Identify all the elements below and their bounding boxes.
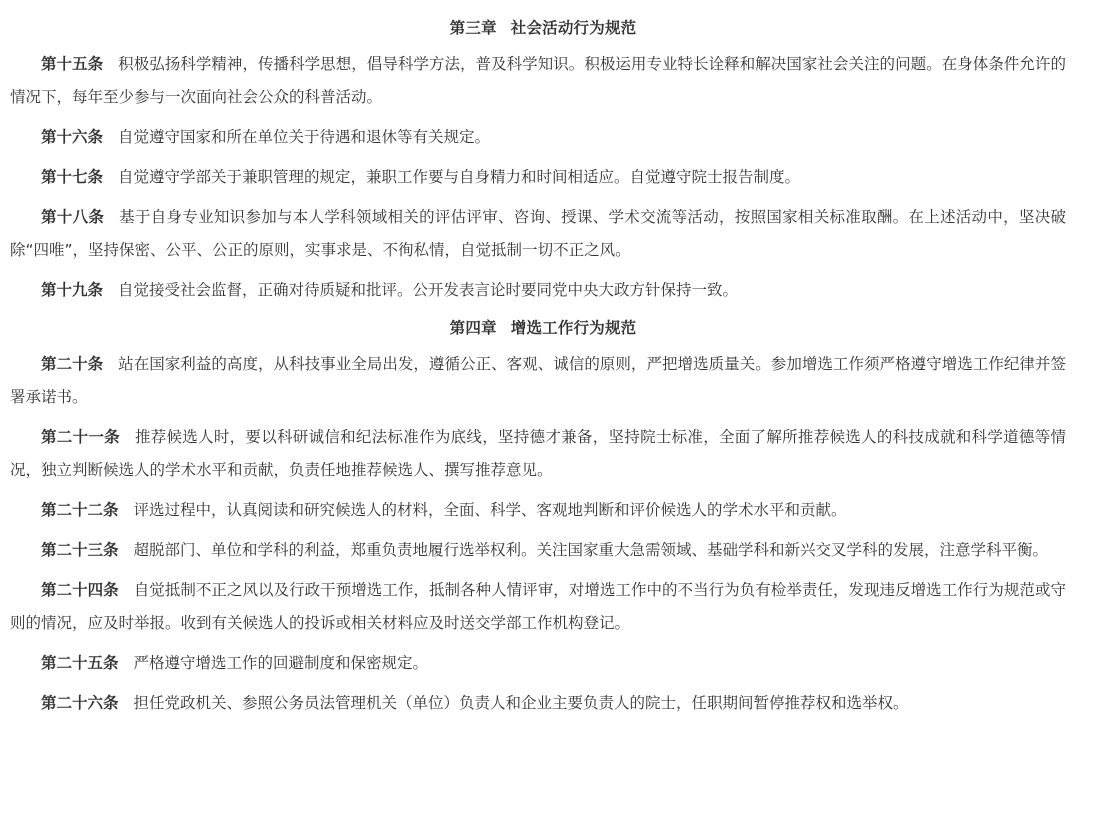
chapter-3-number: 第三章 [449,19,497,37]
article-number: 第二十三条 [41,541,119,559]
article-text: 自觉抵制不正之风以及行政干预增选工作，抵制各种人情评审，对增选工作中的不当行为负有检举责任，发现违反增选工作行为规范或守则的情况，应及时举报。收到有关候选人的投诉或相关材料应及时送交学部工作机构登记。 [10,581,1066,632]
article-number: 第十五条 [41,55,104,73]
chapter-4-heading [10,314,1066,342]
article-number: 第二十一条 [41,428,120,446]
article-20 [10,348,1066,414]
article-number: 第十九条 [41,281,104,299]
article-text: 基于自身专业知识参加与本人学科领域相关的评估评审、咨询、授课、学术交流等活动，按照国家相关标准取酬。在上述活动中，坚决破除“四唯”，坚持保密、公平、公正的原则，实事求是、不徇私情，自觉抵制一切不正之风。 [10,208,1066,259]
article-19 [10,274,1066,307]
article-number: 第二十六条 [41,694,119,712]
article-22 [10,494,1066,527]
chapter-4-title: 增选工作行为规范 [510,319,637,337]
article-number: 第二十条 [41,355,104,373]
chapter-3-title: 社会活动行为规范 [510,19,637,37]
article-number: 第二十二条 [41,501,119,519]
article-24 [10,574,1066,640]
article-number: 第十六条 [41,128,104,146]
chapter-4-number: 第四章 [449,319,497,337]
article-text: 积极弘扬科学精神，传播科学思想，倡导科学方法，普及科学知识。积极运用专业特长诠释和解决国家社会关注的问题。在身体条件允许的情况下，每年至少参与一次面向社会公众的科普活动。 [10,55,1066,106]
article-23 [10,534,1066,567]
article-25 [10,647,1066,680]
article-text: 推荐候选人时，要以科研诚信和纪法标准作为底线，坚持德才兼备，坚持院士标准，全面了解所推荐候选人的科技成就和科学道德等情况，独立判断候选人的学术水平和贡献，负责任地推荐候选人、撰写推荐意见。 [10,428,1066,479]
article-text: 自觉遵守学部关于兼职管理的规定，兼职工作要与自身精力和时间相适应。自觉遵守院士报告制度。 [118,168,801,186]
article-text: 评选过程中，认真阅读和研究候选人的材料，全面、科学、客观地判断和评价候选人的学术水平和贡献。 [133,501,847,519]
article-number: 第十八条 [41,208,105,226]
article-18 [10,201,1066,267]
article-16 [10,121,1066,154]
article-text: 严格遵守增选工作的回避制度和保密规定。 [133,654,429,672]
article-text: 站在国家利益的高度，从科技事业全局出发，遵循公正、客观、诚信的原则，严把增选质量关。参加增选工作须严格遵守增选工作纪律并签署承诺书。 [10,355,1066,406]
chapter-3-heading [10,14,1066,42]
article-17 [10,161,1066,194]
article-number: 第二十五条 [41,654,119,672]
article-number: 第十七条 [41,168,104,186]
article-text: 超脱部门、单位和学科的利益，郑重负责地履行选举权利。关注国家重大急需领域、基础学科和新兴交叉学科的发展，注意学科平衡。 [133,541,1049,559]
article-number: 第二十四条 [41,581,119,599]
article-26 [10,687,1066,720]
article-21 [10,421,1066,487]
article-text: 自觉遵守国家和所在单位关于待遇和退休等有关规定。 [118,128,491,146]
article-15 [10,48,1066,114]
article-text: 担任党政机关、参照公务员法管理机关（单位）负责人和企业主要负责人的院士，任职期间暂停推荐权和选举权。 [133,694,909,712]
article-text: 自觉接受社会监督，正确对待质疑和批评。公开发表言论时要同党中央大政方针保持一致。 [118,281,739,299]
